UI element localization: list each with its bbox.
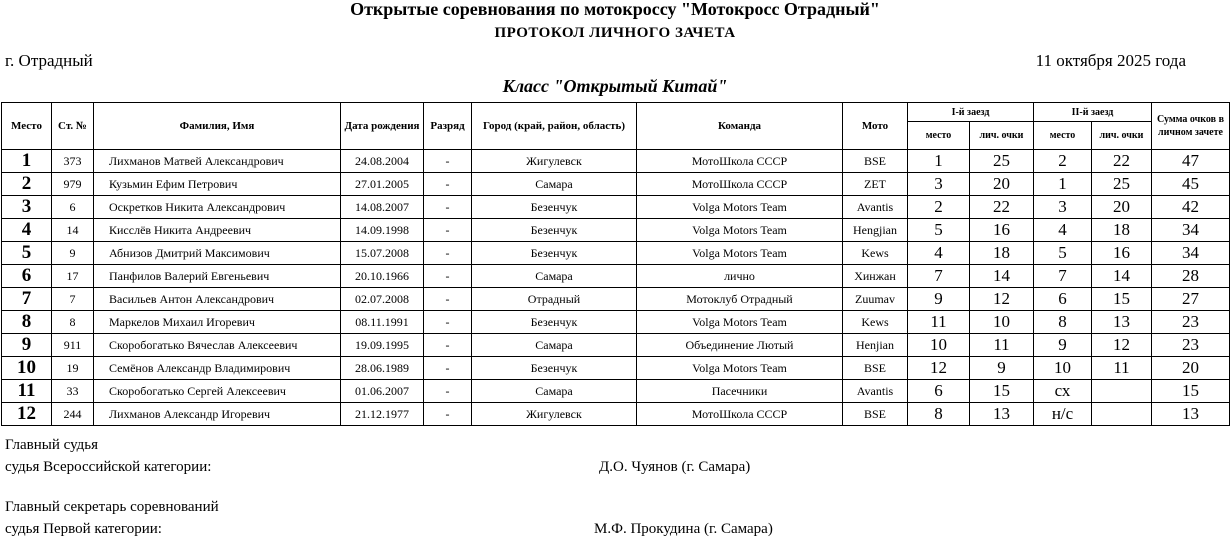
- cell-race1-points: 15: [970, 380, 1034, 403]
- cell-race2-place: 8: [1034, 311, 1092, 334]
- cell-race2-points: 12: [1092, 334, 1152, 357]
- cell-name: Абнизов Дмитрий Максимович: [94, 242, 341, 265]
- cell-moto: BSE: [843, 403, 908, 426]
- cell-race2-place: н/с: [1034, 403, 1092, 426]
- cell-race1-points: 22: [970, 196, 1034, 219]
- cell-name: Лихманов Александр Игоревич: [94, 403, 341, 426]
- cell-city: Отрадный: [472, 288, 637, 311]
- cell-place: 12: [2, 403, 52, 426]
- cell-birth: 20.10.1966: [341, 265, 424, 288]
- cell-race1-place: 4: [908, 242, 970, 265]
- cell-start-no: 19: [52, 357, 94, 380]
- cell-moto: Хинжан: [843, 265, 908, 288]
- cell-race1-points: 9: [970, 357, 1034, 380]
- cell-moto: Zuumav: [843, 288, 908, 311]
- cell-total: 23: [1152, 334, 1230, 357]
- cell-race2-place: сх: [1034, 380, 1092, 403]
- cell-city: Самара: [472, 380, 637, 403]
- cell-total: 34: [1152, 219, 1230, 242]
- cell-birth: 14.09.1998: [341, 219, 424, 242]
- cell-city: Самара: [472, 334, 637, 357]
- cell-race2-place: 1: [1034, 173, 1092, 196]
- secretary-name: М.Ф. Прокудина (г. Самара): [594, 521, 773, 537]
- cell-place: 2: [2, 173, 52, 196]
- cell-race2-points: 15: [1092, 288, 1152, 311]
- cell-moto: Kews: [843, 242, 908, 265]
- cell-race2-points: 11: [1092, 357, 1152, 380]
- cell-rank: -: [424, 357, 472, 380]
- cell-team: Volga Motors Team: [637, 357, 843, 380]
- cell-total: 20: [1152, 357, 1230, 380]
- cell-team: МотоШкола СССР: [637, 403, 843, 426]
- cell-place: 6: [2, 265, 52, 288]
- cell-team: Volga Motors Team: [637, 196, 843, 219]
- cell-team: Мотоклуб Отрадный: [637, 288, 843, 311]
- cell-name: Васильев Антон Александрович: [94, 288, 341, 311]
- cell-start-no: 14: [52, 219, 94, 242]
- cell-total: 42: [1152, 196, 1230, 219]
- cell-race2-points: 18: [1092, 219, 1152, 242]
- cell-place: 3: [2, 196, 52, 219]
- cell-race2-place: 2: [1034, 150, 1092, 173]
- table-row: [2, 196, 1230, 219]
- cell-rank: -: [424, 173, 472, 196]
- cell-total: 34: [1152, 242, 1230, 265]
- cell-start-no: 17: [52, 265, 94, 288]
- cell-race1-place: 5: [908, 219, 970, 242]
- cell-name: Лихманов Матвей Александрович: [94, 150, 341, 173]
- cell-start-no: 7: [52, 288, 94, 311]
- cell-total: 28: [1152, 265, 1230, 288]
- cell-rank: -: [424, 288, 472, 311]
- cell-rank: -: [424, 403, 472, 426]
- cell-place: 10: [2, 357, 52, 380]
- cell-city: Самара: [472, 173, 637, 196]
- cell-place: 9: [2, 334, 52, 357]
- col-race2-place: место: [1034, 122, 1092, 150]
- cell-moto: BSE: [843, 150, 908, 173]
- cell-team: МотоШкола СССР: [637, 173, 843, 196]
- table-row: [2, 242, 1230, 265]
- cell-race2-place: 4: [1034, 219, 1092, 242]
- col-rank: Разряд: [424, 103, 472, 150]
- cell-race1-points: 14: [970, 265, 1034, 288]
- cell-race2-place: 6: [1034, 288, 1092, 311]
- cell-birth: 15.07.2008: [341, 242, 424, 265]
- table-row: [2, 288, 1230, 311]
- table-row: [2, 311, 1230, 334]
- judge-category: судья Всероссийской категории:: [5, 459, 212, 475]
- col-team: Команда: [637, 103, 843, 150]
- col-race2-points: лич. очки: [1092, 122, 1152, 150]
- cell-place: 1: [2, 150, 52, 173]
- cell-place: 5: [2, 242, 52, 265]
- cell-race1-points: 12: [970, 288, 1034, 311]
- cell-birth: 01.06.2007: [341, 380, 424, 403]
- event-city: г. Отрадный: [5, 51, 93, 70]
- cell-race1-place: 2: [908, 196, 970, 219]
- table-row: [2, 219, 1230, 242]
- cell-race1-points: 25: [970, 150, 1034, 173]
- cell-moto: Avantis: [843, 380, 908, 403]
- cell-team: Volga Motors Team: [637, 311, 843, 334]
- cell-team: Volga Motors Team: [637, 242, 843, 265]
- cell-race1-points: 18: [970, 242, 1034, 265]
- cell-team: Пасечники: [637, 380, 843, 403]
- col-name: Фамилия, Имя: [94, 103, 341, 150]
- cell-race1-place: 11: [908, 311, 970, 334]
- cell-birth: 08.11.1991: [341, 311, 424, 334]
- cell-start-no: 244: [52, 403, 94, 426]
- cell-race2-points: [1092, 380, 1152, 403]
- col-race1-points: лич. очки: [970, 122, 1034, 150]
- cell-total: 13: [1152, 403, 1230, 426]
- table-row: [2, 334, 1230, 357]
- cell-team: МотоШкола СССР: [637, 150, 843, 173]
- cell-start-no: 373: [52, 150, 94, 173]
- cell-birth: 02.07.2008: [341, 288, 424, 311]
- cell-start-no: 9: [52, 242, 94, 265]
- cell-birth: 28.06.1989: [341, 357, 424, 380]
- cell-moto: Avantis: [843, 196, 908, 219]
- cell-team: Объединение Лютый: [637, 334, 843, 357]
- col-place: Место: [2, 103, 52, 150]
- cell-start-no: 6: [52, 196, 94, 219]
- judge-name: Д.О. Чуянов (г. Самара): [599, 459, 751, 475]
- cell-race1-place: 6: [908, 380, 970, 403]
- cell-race2-place: 9: [1034, 334, 1092, 357]
- cell-moto: Henjian: [843, 334, 908, 357]
- cell-race2-points: 25: [1092, 173, 1152, 196]
- cell-race1-place: 3: [908, 173, 970, 196]
- cell-rank: -: [424, 196, 472, 219]
- cell-race2-points: 13: [1092, 311, 1152, 334]
- cell-race1-points: 16: [970, 219, 1034, 242]
- secretary-category: судья Первой категории:: [5, 521, 162, 537]
- cell-start-no: 33: [52, 380, 94, 403]
- cell-team: лично: [637, 265, 843, 288]
- cell-race1-points: 13: [970, 403, 1034, 426]
- cell-race1-points: 11: [970, 334, 1034, 357]
- cell-rank: -: [424, 219, 472, 242]
- cell-city: Жигулевск: [472, 403, 637, 426]
- cell-race2-points: [1092, 403, 1152, 426]
- cell-rank: -: [424, 380, 472, 403]
- results-table: [1, 102, 1230, 426]
- event-date: 11 октября 2025 года: [1035, 51, 1186, 70]
- document-subtitle: ПРОТОКОЛ ЛИЧНОГО ЗАЧЕТА: [494, 25, 736, 41]
- cell-moto: BSE: [843, 357, 908, 380]
- cell-total: 23: [1152, 311, 1230, 334]
- secretary-title: Главный секретарь соревнований: [5, 499, 219, 515]
- cell-race2-points: 22: [1092, 150, 1152, 173]
- cell-place: 11: [2, 380, 52, 403]
- cell-rank: -: [424, 334, 472, 357]
- table-row: [2, 265, 1230, 288]
- cell-birth: 14.08.2007: [341, 196, 424, 219]
- cell-birth: 19.09.1995: [341, 334, 424, 357]
- table-row: [2, 403, 1230, 426]
- cell-start-no: 8: [52, 311, 94, 334]
- cell-race2-place: 3: [1034, 196, 1092, 219]
- cell-race2-points: 14: [1092, 265, 1152, 288]
- cell-team: Volga Motors Team: [637, 219, 843, 242]
- col-moto: Мото: [843, 103, 908, 150]
- cell-total: 47: [1152, 150, 1230, 173]
- cell-city: Безенчук: [472, 242, 637, 265]
- cell-race2-place: 7: [1034, 265, 1092, 288]
- table-row: [2, 173, 1230, 196]
- cell-race1-place: 7: [908, 265, 970, 288]
- cell-race2-points: 20: [1092, 196, 1152, 219]
- cell-race1-place: 12: [908, 357, 970, 380]
- cell-race2-points: 16: [1092, 242, 1152, 265]
- cell-race1-points: 10: [970, 311, 1034, 334]
- cell-name: Скоробогатько Сергей Алексеевич: [94, 380, 341, 403]
- cell-city: Безенчук: [472, 196, 637, 219]
- table-row: [2, 150, 1230, 173]
- table-row: [2, 357, 1230, 380]
- col-birth: Дата рождения: [341, 103, 424, 150]
- cell-rank: -: [424, 265, 472, 288]
- cell-birth: 21.12.1977: [341, 403, 424, 426]
- cell-race1-points: 20: [970, 173, 1034, 196]
- cell-total: 15: [1152, 380, 1230, 403]
- cell-name: Кузьмин Ефим Петрович: [94, 173, 341, 196]
- cell-city: Безенчук: [472, 219, 637, 242]
- cell-race2-place: 5: [1034, 242, 1092, 265]
- judge-title: Главный судья: [5, 437, 99, 453]
- class-title: Класс "Открытый Китай": [502, 76, 728, 96]
- cell-moto: ZET: [843, 173, 908, 196]
- cell-city: Безенчук: [472, 311, 637, 334]
- cell-name: Кисслёв Никита Андреевич: [94, 219, 341, 242]
- cell-start-no: 979: [52, 173, 94, 196]
- cell-name: Маркелов Михаил Игоревич: [94, 311, 341, 334]
- cell-city: Жигулевск: [472, 150, 637, 173]
- cell-moto: Hengjian: [843, 219, 908, 242]
- cell-place: 7: [2, 288, 52, 311]
- cell-name: Семёнов Александр Владимирович: [94, 357, 341, 380]
- cell-total: 45: [1152, 173, 1230, 196]
- cell-birth: 24.08.2004: [341, 150, 424, 173]
- cell-city: Безенчук: [472, 357, 637, 380]
- cell-race1-place: 10: [908, 334, 970, 357]
- col-start-no: Ст. №: [52, 103, 94, 150]
- cell-moto: Kews: [843, 311, 908, 334]
- cell-rank: -: [424, 242, 472, 265]
- cell-city: Самара: [472, 265, 637, 288]
- cell-place: 4: [2, 219, 52, 242]
- col-race1-place: место: [908, 122, 970, 150]
- cell-rank: -: [424, 150, 472, 173]
- cell-place: 8: [2, 311, 52, 334]
- cell-name: Панфилов Валерий Евгеньевич: [94, 265, 341, 288]
- cell-name: Скоробогатько Вячеслав Алексеевич: [94, 334, 341, 357]
- cell-race2-place: 10: [1034, 357, 1092, 380]
- cell-total: 27: [1152, 288, 1230, 311]
- col-city: Город (край, район, область): [472, 103, 637, 150]
- cell-race1-place: 9: [908, 288, 970, 311]
- col-total: Сумма очков в личном зачете: [1152, 103, 1230, 150]
- cell-rank: -: [424, 311, 472, 334]
- cell-race1-place: 1: [908, 150, 970, 173]
- col-race2: II-й заезд: [1034, 103, 1152, 122]
- document-title: Открытые соревнования по мотокроссу "Мотокросс Отрадный": [350, 0, 880, 19]
- cell-start-no: 911: [52, 334, 94, 357]
- col-race1: I-й заезд: [908, 103, 1034, 122]
- table-row: [2, 380, 1230, 403]
- cell-birth: 27.01.2005: [341, 173, 424, 196]
- cell-race1-place: 8: [908, 403, 970, 426]
- cell-name: Оскретков Никита Александрович: [94, 196, 341, 219]
